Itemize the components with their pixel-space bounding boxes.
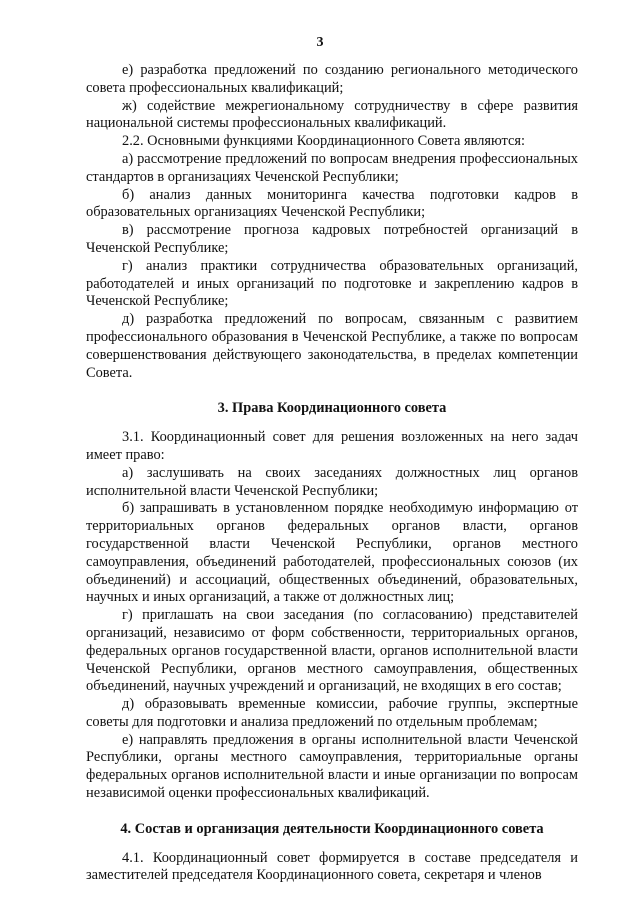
paragraph-4-1: 4.1. Координационный совет формируется в составе председателя и заместителей председателя Координационного совета, секретаря и членов bbox=[86, 849, 578, 884]
paragraph-2-2-a: а) рассмотрение предложений по вопросам внедрения профессиональных стандартов в организациях Чеченской Республики; bbox=[86, 150, 578, 185]
paragraph-2-2-g: г) анализ практики сотрудничества образовательных организаций, работодателей и иных организаций по подготовке и закреплению кадров в Чеченской Республике; bbox=[86, 257, 578, 310]
document-body bbox=[86, 62, 578, 885]
paragraph-2-1-zh: ж) содействие межрегиональному сотрудничеству в сфере развития национальной системы профессиональных квалификаций. bbox=[86, 97, 578, 132]
paragraph-2-2-d: д) разработка предложений по вопросам, связанным с развитием профессионального образования в Чеченской Республике, а также по вопросам совершенствования действующего законодательства, в пределах компетенции Совета. bbox=[86, 311, 578, 381]
page-number: 3 bbox=[316, 35, 324, 50]
paragraph-2-2-v: в) рассмотрение прогноза кадровых потребностей организаций в Чеченской Республике; bbox=[86, 222, 578, 256]
section-3-heading: 3. Права Координационного совета bbox=[217, 400, 447, 417]
paragraph-3-1-e: е) направлять предложения в органы исполнительной власти Чеченской Республики, органы местного самоуправления, территориальные органы федеральных органов исполнительной власти и иные организации по вопросам независимой оценки профессиональных квалификаций. bbox=[86, 731, 578, 802]
paragraph-2-1-e: е) разработка предложений по созданию регионального методического совета профессиональных квалификаций; bbox=[86, 62, 578, 96]
paragraph-2-2-b: б) анализ данных мониторинга качества подготовки кадров в образовательных организациях Чеченской Республики; bbox=[86, 186, 578, 221]
section-4-heading: 4. Состав и организация деятельности Координационного совета bbox=[120, 820, 544, 837]
paragraph-3-1: 3.1. Координационный совет для решения возложенных на него задач имеет право: bbox=[86, 429, 578, 463]
paragraph-3-1-b: б) запрашивать в установленном порядке необходимую информацию от территориальных органов федеральных органов власти, органов государственной власти Чеченской Республики, органов местного самоуправления, объединений работодателей, профессиональных союзов (их объединений) и ассоциаций, общественных объединений, образовательных, научных и иных организаций, а также от должностных лиц; bbox=[86, 500, 578, 606]
paragraph-3-1-a: а) заслушивать на своих заседаниях должностных лиц органов исполнительной власти Чеченской Республики; bbox=[86, 464, 578, 499]
paragraph-2-2: 2.2. Основными функциями Координационного Совета являются: bbox=[122, 133, 526, 150]
paragraph-3-1-d: д) образовывать временные комиссии, рабочие группы, экспертные советы для подготовки и анализа предложений по отдельным проблемам; bbox=[86, 696, 578, 730]
paragraph-3-1-g: г) приглашать на свои заседания (по согласованию) представителей организаций, независимо от форм собственности, территориальных органов, федеральных органов государственной власти, органов исполнительной власти Чеченской Республики, органов местного самоуправления, общественных объединений, научных учреждений и организаций, не входящих в его состав; bbox=[86, 607, 578, 695]
